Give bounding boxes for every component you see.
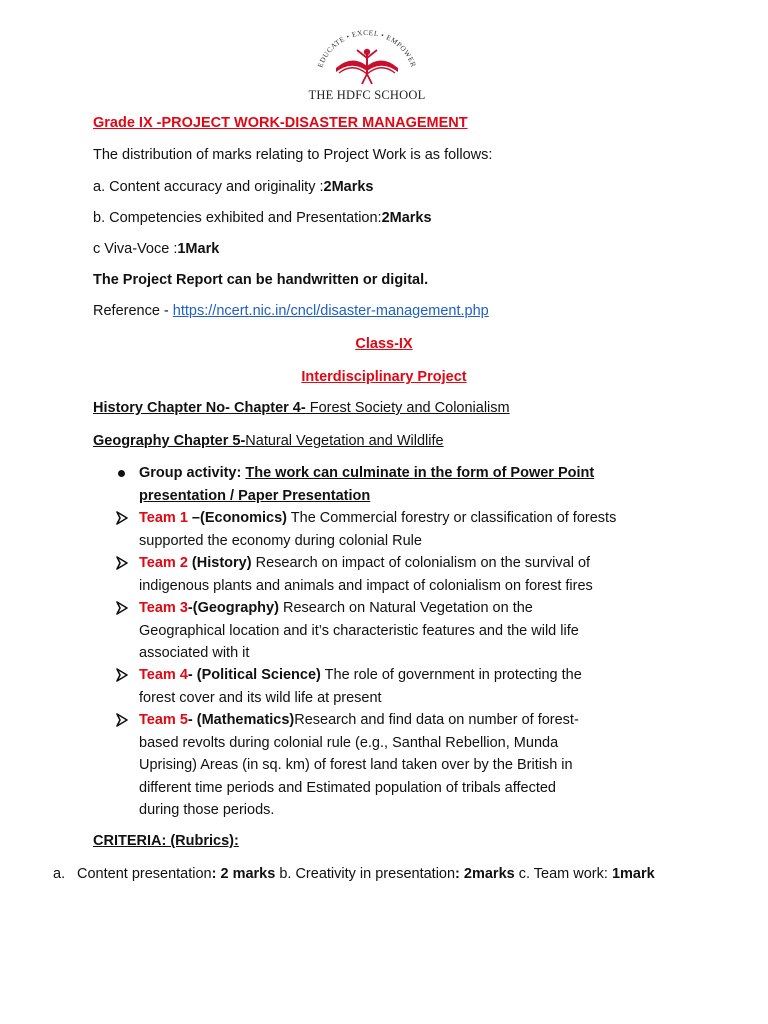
history-chapter-label: History Chapter No- Chapter 4- [93, 400, 306, 416]
team-description-line: Research on impact of colonialism on the survival of [251, 555, 591, 571]
team-description-line: supported the economy during colonial Rule [139, 532, 422, 549]
team-subject: –(Economics) [187, 510, 288, 526]
marks-item-c-label: c Viva-Voce : [93, 241, 178, 257]
group-activity-label: Group activity: [139, 465, 246, 481]
criteria-p1-value: : 2 marks [211, 866, 276, 882]
criteria-p1: Content presentation [77, 866, 212, 882]
marks-item-a [93, 176, 374, 198]
criteria-p3-value: 1mark [611, 866, 655, 882]
arrow-bullet-icon [116, 668, 128, 682]
team-subject: -(Geography) [187, 600, 279, 616]
team-name: Team 2 [139, 555, 188, 571]
marks-item-b-label: b. Competencies exhibited and Presentation: [93, 210, 382, 226]
team-description-line: The Commercial forestry or classification of forests [287, 510, 617, 526]
team-description-line: associated with it [139, 645, 250, 661]
team-description-line: The role of government in protecting the [320, 667, 582, 683]
group-activity-item [139, 462, 699, 507]
team-name: Team 5 [139, 712, 188, 728]
team-subject: (History) [187, 555, 252, 571]
team-item [139, 709, 699, 822]
team-name: Team 3 [139, 600, 188, 616]
geography-chapter-title: Natural Vegetation and Wildlife [245, 433, 444, 449]
team-description-line: forest cover and its wild life at present [139, 689, 382, 706]
bullet-dot-icon [118, 470, 125, 477]
team-description-line: during those periods. [139, 802, 275, 818]
marks-item-b [93, 207, 432, 229]
team-item [139, 597, 699, 665]
history-chapter-title: Forest Society and Colonialism [305, 400, 510, 416]
marks-item-a-value: 2Marks [323, 179, 374, 195]
reference-label: Reference - [93, 303, 173, 319]
reference-line [93, 300, 489, 322]
group-activity-text-1: The work can culminate in the form of Power Point [245, 465, 595, 481]
marks-item-b-value: 2Marks [381, 210, 432, 226]
team-item [139, 552, 699, 597]
criteria-item [77, 863, 655, 885]
criteria-list-marker: a. [53, 866, 66, 882]
report-note: The Project Report can be handwritten or digital. [93, 272, 429, 288]
team-subject: - (Mathematics) [187, 712, 295, 728]
marks-intro: The distribution of marks relating to Project Work is as follows: [93, 147, 493, 163]
logo-motto: EDUCATE • EXCEL • EMPOWER [316, 28, 418, 69]
geography-chapter-label: Geography Chapter 5- [93, 433, 246, 449]
arrow-bullet-icon [116, 511, 128, 525]
arrow-bullet-icon [116, 601, 128, 615]
criteria-p2-value: : 2marks [455, 866, 515, 882]
logo-emblem-icon [306, 24, 428, 90]
criteria-p3: c. Team work: [514, 866, 612, 882]
document-title: Grade IX -PROJECT WORK-DISASTER MANAGEMENT [93, 115, 468, 131]
team-name: Team 4 [139, 667, 188, 683]
history-chapter [93, 397, 510, 419]
marks-item-c-value: 1Mark [177, 241, 220, 257]
arrow-bullet-icon [116, 713, 128, 727]
geography-chapter [93, 430, 444, 452]
class-heading: Class-IX [355, 336, 413, 352]
team-description-line: Research on Natural Vegetation on the [278, 600, 533, 616]
marks-item-a-label: a. Content accuracy and originality : [93, 179, 324, 195]
team-description-line: Research and find data on number of forest- [294, 712, 579, 728]
project-type-heading: Interdisciplinary Project [301, 369, 467, 385]
reference-link[interactable]: https://ncert.nic.in/cncl/disaster-management.php [172, 303, 489, 319]
team-item [139, 664, 699, 709]
team-item [139, 507, 699, 552]
team-description-line: Uprising) Areas (in sq. km) of forest land taken over by the British in [139, 757, 573, 773]
school-name: THE HDFC SCHOOL [308, 88, 426, 102]
team-subject: - (Political Science) [187, 667, 321, 683]
team-description-line: based revolts during colonial rule (e.g., Santhal Rebellion, Munda [139, 734, 559, 751]
school-logo [306, 24, 428, 106]
team-description-line: indigenous plants and animals and impact of colonialism on forest fires [139, 577, 593, 594]
arrow-bullet-icon [116, 556, 128, 570]
criteria-heading: CRITERIA: (Rubrics): [93, 833, 239, 849]
team-description-line: Geographical location and it’s characteristic features and the wild life [139, 622, 579, 639]
team-name: Team 1 [139, 510, 188, 526]
marks-item-c [93, 238, 219, 260]
group-activity-text-2: presentation / Paper Presentation [139, 487, 371, 504]
criteria-p2: b. Creativity in presentation [275, 866, 456, 882]
team-description-line: different time periods and Estimated population of tribals affected [139, 779, 556, 796]
